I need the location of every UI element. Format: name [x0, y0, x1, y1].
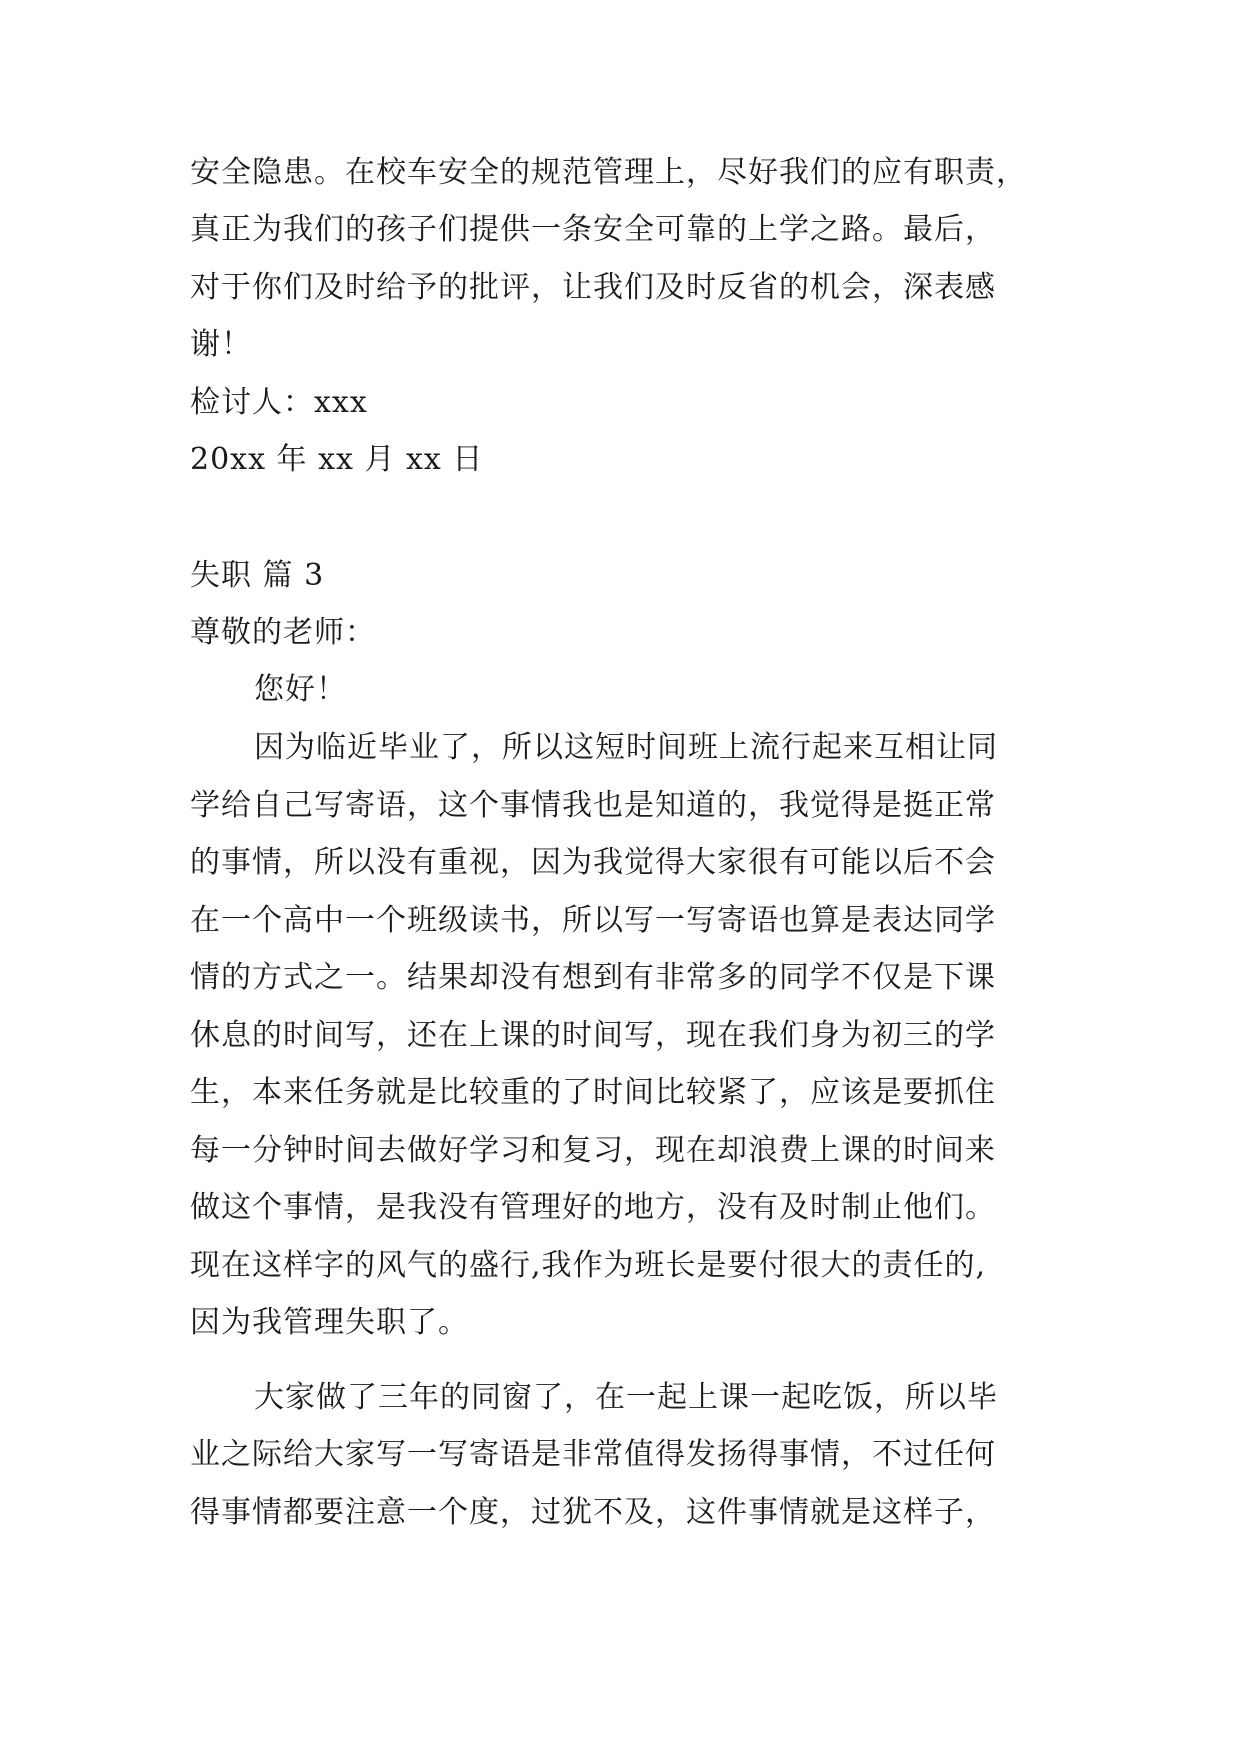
paragraph-line: 做这个事情，是我没有管理好的地方，没有及时制止他们。 [190, 1190, 996, 1225]
paragraph-line: 情的方式之一。结果却没有想到有非常多的同学不仅是下课 [190, 960, 996, 995]
paragraph-line: 大家做了三年的同窗了，在一起上课一起吃饭，所以毕 [254, 1380, 998, 1415]
paragraph-line: 生，本来任务就是比较重的了时间比较紧了，应该是要抓住 [190, 1075, 996, 1110]
paragraph-line: 真正为我们的孩子们提供一条安全可靠的上学之路。最后， [190, 212, 996, 247]
paragraph-line: 休息的时间写，还在上课的时间写，现在我们身为初三的学 [190, 1018, 996, 1053]
signature-date: 20xx 年 xx 月 xx 日 [190, 442, 484, 477]
salutation: 尊敬的老师： [190, 615, 376, 650]
paragraph-line: 每一分钟时间去做好学习和复习，现在却浪费上课的时间来 [190, 1133, 996, 1168]
paragraph-line: 因为我管理失职了。 [190, 1305, 469, 1340]
paragraph-line: 安全隐患。在校车安全的规范管理上，尽好我们的应有职责， [190, 155, 1027, 190]
paragraph-line: 对于你们及时给予的批评，让我们及时反省的机会，深表感 [190, 270, 996, 305]
paragraph-line: 业之际给大家写一写寄语是非常值得发扬得事情，不过任何 [190, 1437, 996, 1472]
paragraph-line: 在一个高中一个班级读书，所以写一写寄语也算是表达同学 [190, 903, 996, 938]
paragraph-line: 谢！ [190, 327, 252, 362]
paragraph-line: 因为临近毕业了，所以这短时间班上流行起来互相让同 [254, 730, 998, 765]
paragraph-line: 的事情，所以没有重视，因为我觉得大家很有可能以后不会 [190, 845, 996, 880]
signature-name: 检讨人：xxx [190, 385, 368, 420]
section-heading: 失职 篇 3 [190, 558, 325, 593]
paragraph-line: 学给自己写寄语，这个事情我也是知道的，我觉得是挺正常 [190, 788, 996, 823]
paragraph-line: 得事情都要注意一个度，过犹不及，这件事情就是这样子， [190, 1495, 996, 1530]
paragraph-line: 现在这样字的风气的盛行,我作为班长是要付很大的责任的, [190, 1248, 987, 1283]
greeting: 您好！ [254, 672, 347, 707]
